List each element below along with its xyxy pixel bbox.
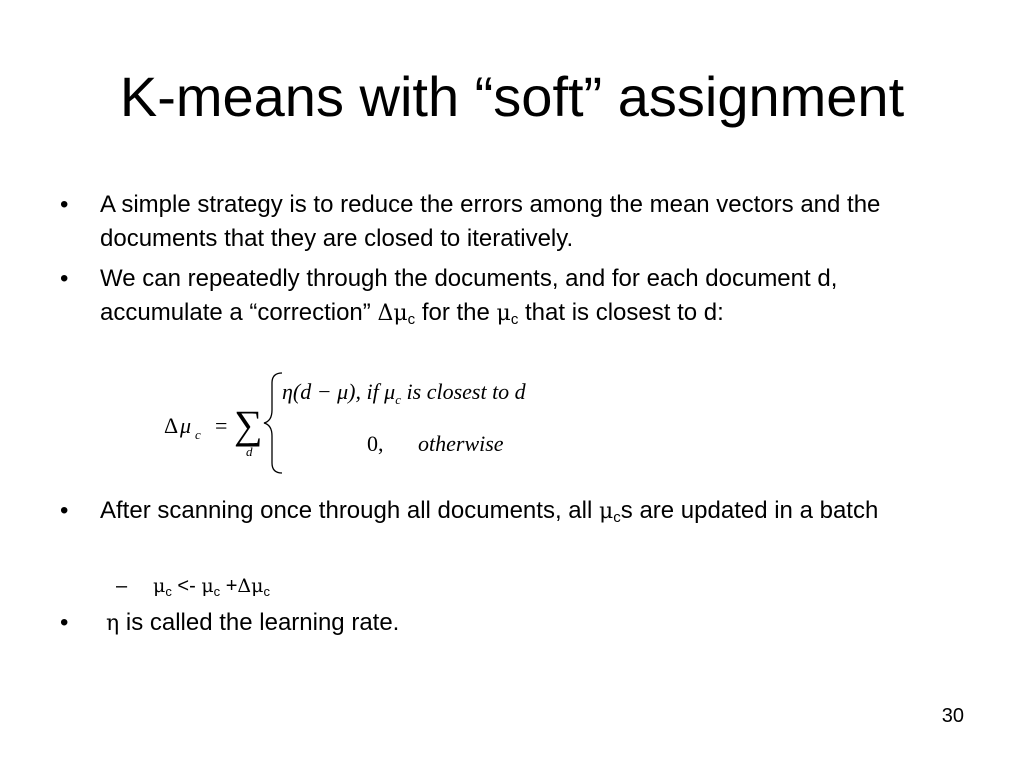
subscript-c: c [213,584,221,599]
formula-case-2-condition: otherwise [418,431,504,456]
bullet-item-2 [60,262,940,364]
page-number: 30 [941,705,964,727]
bullet-item-1 [60,188,940,256]
sub-bullet-text [153,572,270,606]
bullet-text-part: that is closest to d: [518,299,724,326]
plus-sign: + [220,575,238,597]
formula-case-1 [282,379,527,407]
formula-case-1-expr: η(d − μ), if μ [282,379,396,404]
assign-arrow: <- [171,575,202,597]
bullet-text: A simple strategy is to reduce the errors among the mean vectors and the documents that they are closed to iteratively. [100,191,881,252]
mu-symbol: μ [496,301,511,326]
bullet-marker: • [60,191,69,218]
formula-sum-subscript: d [246,444,253,459]
formula-case-2-value: 0, [367,431,384,456]
mu-symbol: μ [393,301,408,326]
formula [160,368,640,478]
mu-symbol: μ [251,575,264,597]
eta-symbol: η [106,611,120,636]
bullet-marker: • [60,265,69,292]
delta-symbol: Δ [237,575,252,597]
sub-bullet-marker: – [116,575,128,597]
formula-case-1-tail: is closest to d [401,379,526,404]
bullet-item-4 [60,606,940,640]
formula-sum-symbol: ∑ [234,402,263,447]
formula-subscript: c [195,427,201,442]
bullet-item-3 [60,494,940,562]
formula-delta: Δ [164,413,179,438]
bullet-text [106,606,940,641]
formula-case-1-subscript: c [395,392,402,407]
formula-equals: = [215,413,228,438]
bullet-text [100,262,940,337]
bullet-text-part: We can repeatedly through the documents, and for each document d, accumulate a “correction” [100,265,838,326]
subscript-c: c [613,509,621,526]
bullet-text-part: s are updated in a batch [620,497,879,524]
sub-bullet-item [116,572,816,600]
bullet-marker: • [60,497,69,524]
bullet-text-part: is called the learning rate. [119,609,400,636]
mu-symbol: μ [153,575,166,597]
subscript-c: c [510,311,519,328]
mu-symbol: μ [598,499,614,524]
subscript-c: c [263,584,271,599]
bullet-text-part: After scanning once through all documents, all [100,497,599,524]
bullet-text [100,494,940,535]
subscript-c: c [165,584,172,599]
formula-mu: μ [180,413,192,438]
formula-brace [264,373,282,473]
slide-title: K-means with “soft” assignment [119,65,905,128]
subscript-c: c [407,311,416,328]
bullet-text-part: for the [415,299,497,326]
delta-symbol: Δ [377,301,394,326]
bullet-marker: • [60,609,69,636]
mu-symbol: μ [201,575,214,597]
